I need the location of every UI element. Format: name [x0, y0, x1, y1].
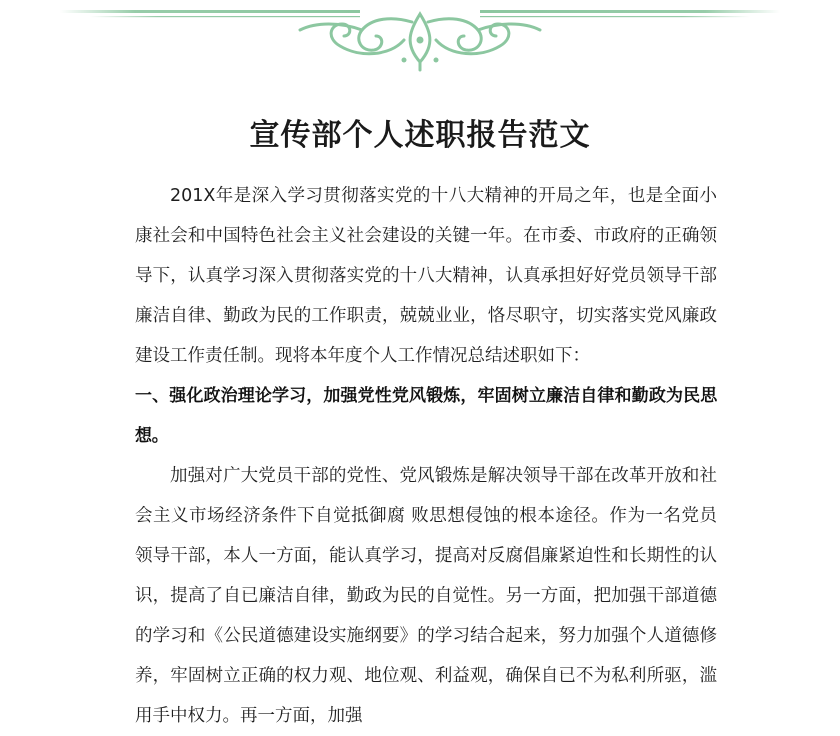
document-body [135, 176, 717, 736]
document-title: 宣传部个人述职报告范文 [249, 118, 591, 153]
decorative-header-ornament [0, 0, 840, 74]
body-paragraph: 加强对广大党员干部的党性、党风锻炼是解决领导干部在改革开放和社会主义市场经济条件下自觉抵御腐 败思想侵蚀的根本途径。作为一名党员领导干部，本人一方面，能认真学习，提高对反腐倡廉紧迫性和长期性的认识，提高了自已廉洁自律，勤政为民的自觉性。另一方面，把加强干部道德的学习和《公民道德建设实施纲要》的学习结合起来，努力加强个人道德修养，牢固树立正确的权力观、地位观、利益观，确保自已不为私利所驱，滥用手中权力。再一方面，加强 [135, 466, 717, 726]
body-paragraph: 201X年是深入学习贯彻落实党的十八大精神的开局之年，也是全面小康社会和中国特色社会主义社会建设的关键一年。在市委、市政府的正确领导下，认真学习深入贯彻落实党的十八大精神，认真承担好好党员领导干部廉洁自律、勤政为民的工作职责，兢兢业业，恪尽职守，切实落实党风廉政建设工作责任制。现将本年度个人工作情况总结述职如下： [135, 186, 717, 366]
section-heading: 一、强化政治理论学习，加强党性党风锻炼，牢固树立廉洁自律和勤政为民思想。 [135, 386, 717, 446]
